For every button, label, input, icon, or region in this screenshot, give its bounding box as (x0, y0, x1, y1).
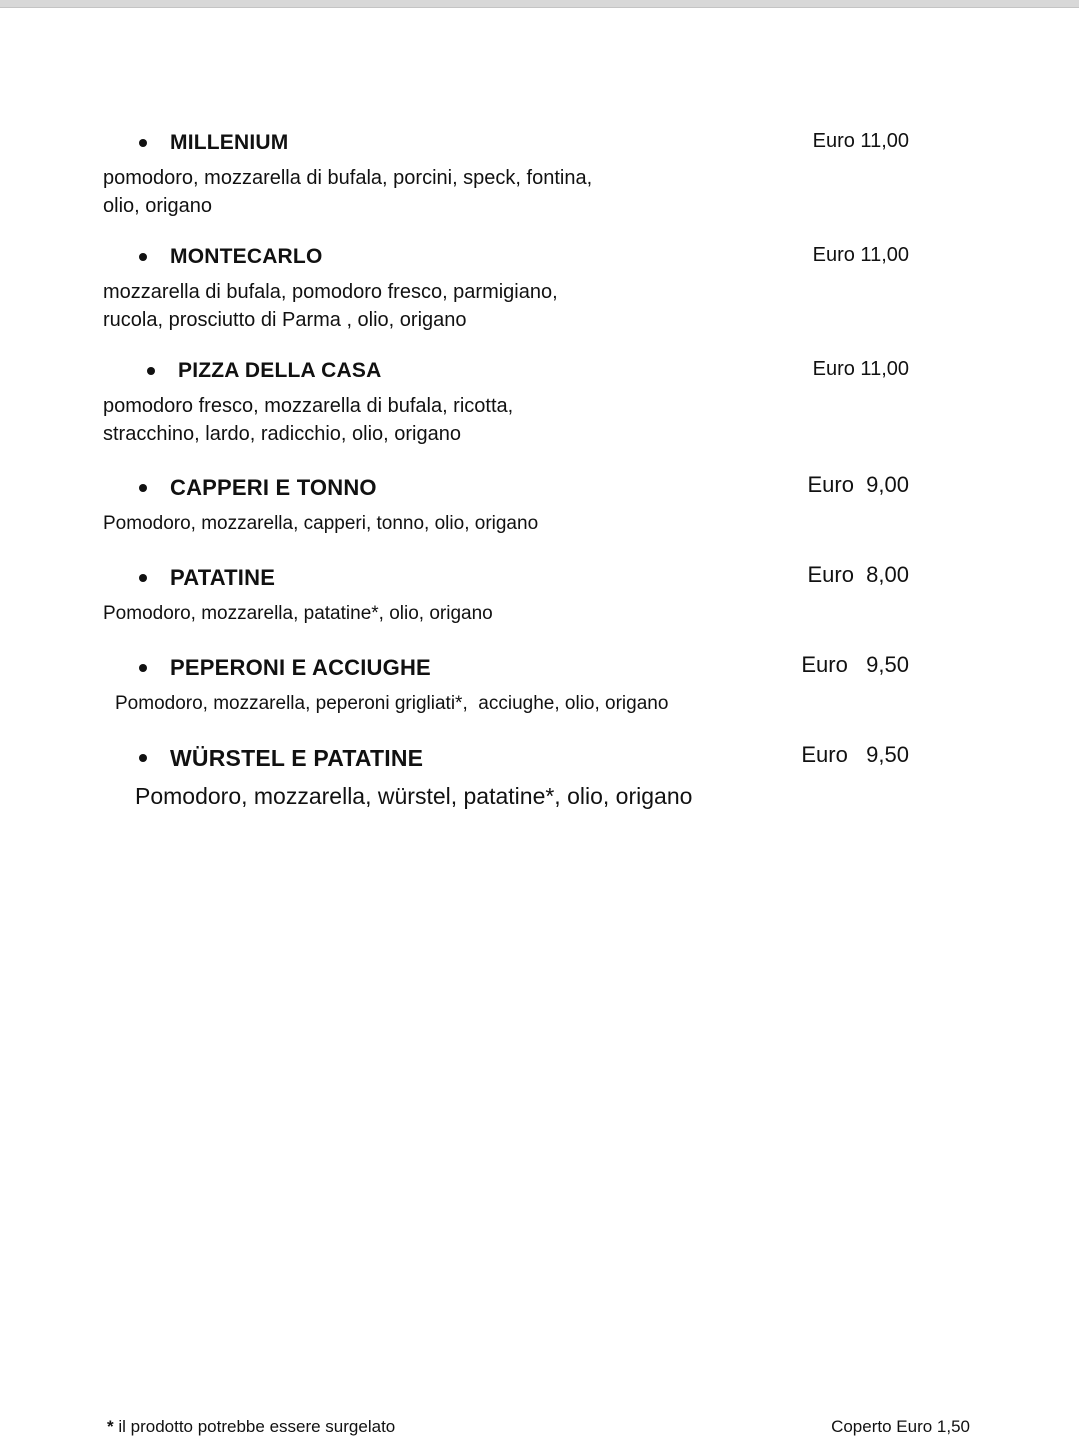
footnote-text: il prodotto potrebbe essere surgelato (113, 1417, 396, 1436)
item-description-line: stracchino, lardo, radicchio, olio, origano (103, 423, 461, 445)
item-name: PATATINE (170, 565, 276, 590)
menu-item-pizza-della-casa (103, 358, 909, 448)
menu-item-montecarlo (103, 244, 909, 334)
bullet-icon (139, 253, 147, 261)
item-description-line: pomodoro, mozzarella di bufala, porcini, speck, fontina, (103, 167, 593, 189)
item-price: Euro 11,00 (812, 244, 909, 266)
item-description-line: Pomodoro, mozzarella, würstel, patatine*, olio, origano (135, 782, 693, 809)
menu-item-patatine (103, 562, 909, 628)
cover-charge: Coperto Euro 1,50 (831, 1417, 970, 1436)
menu-item-peperoni-e-acciughe (103, 652, 909, 718)
item-description-line: mozzarella di bufala, pomodoro fresco, parmigiano, (103, 281, 558, 303)
menu-page (103, 130, 909, 835)
item-name: WÜRSTEL E PATATINE (170, 744, 424, 771)
menu-item-wurstel-e-patatine (103, 742, 909, 811)
item-name: PEPERONI E ACCIUGHE (170, 655, 431, 680)
bullet-icon (139, 664, 147, 672)
item-price: Euro 8,00 (807, 562, 909, 587)
bullet-icon (139, 484, 147, 492)
item-price: Euro 11,00 (812, 358, 909, 380)
bullet-icon (147, 367, 155, 375)
bullet-icon (139, 574, 147, 582)
item-name: MILLENIUM (170, 131, 289, 154)
item-description-line: Pomodoro, mozzarella, peperoni grigliati*, acciughe, olio, origano (115, 693, 669, 714)
item-name: MONTECARLO (170, 245, 323, 268)
item-price: Euro 9,50 (801, 742, 909, 767)
frozen-product-footnote (107, 1417, 395, 1437)
item-description-line: olio, origano (103, 195, 212, 217)
menu-item-millenium (103, 130, 909, 220)
item-price: Euro 9,50 (801, 652, 909, 677)
page-footer (107, 1417, 970, 1437)
item-name: CAPPERI E TONNO (170, 475, 377, 500)
bullet-icon (139, 754, 147, 762)
page-top-edge (0, 0, 1079, 8)
asterisk-marker: * (107, 1417, 114, 1436)
item-description-line: rucola, prosciutto di Parma , olio, origano (103, 309, 467, 331)
item-price: Euro 11,00 (812, 130, 909, 152)
item-description-line: pomodoro fresco, mozzarella di bufala, ricotta, (103, 395, 514, 417)
bullet-icon (139, 139, 147, 147)
menu-item-capperi-e-tonno (103, 472, 909, 538)
item-name: PIZZA DELLA CASA (178, 359, 382, 382)
item-price: Euro 9,00 (807, 472, 909, 497)
item-description-line: Pomodoro, mozzarella, patatine*, olio, origano (103, 603, 493, 624)
item-description-line: Pomodoro, mozzarella, capperi, tonno, olio, origano (103, 513, 539, 534)
